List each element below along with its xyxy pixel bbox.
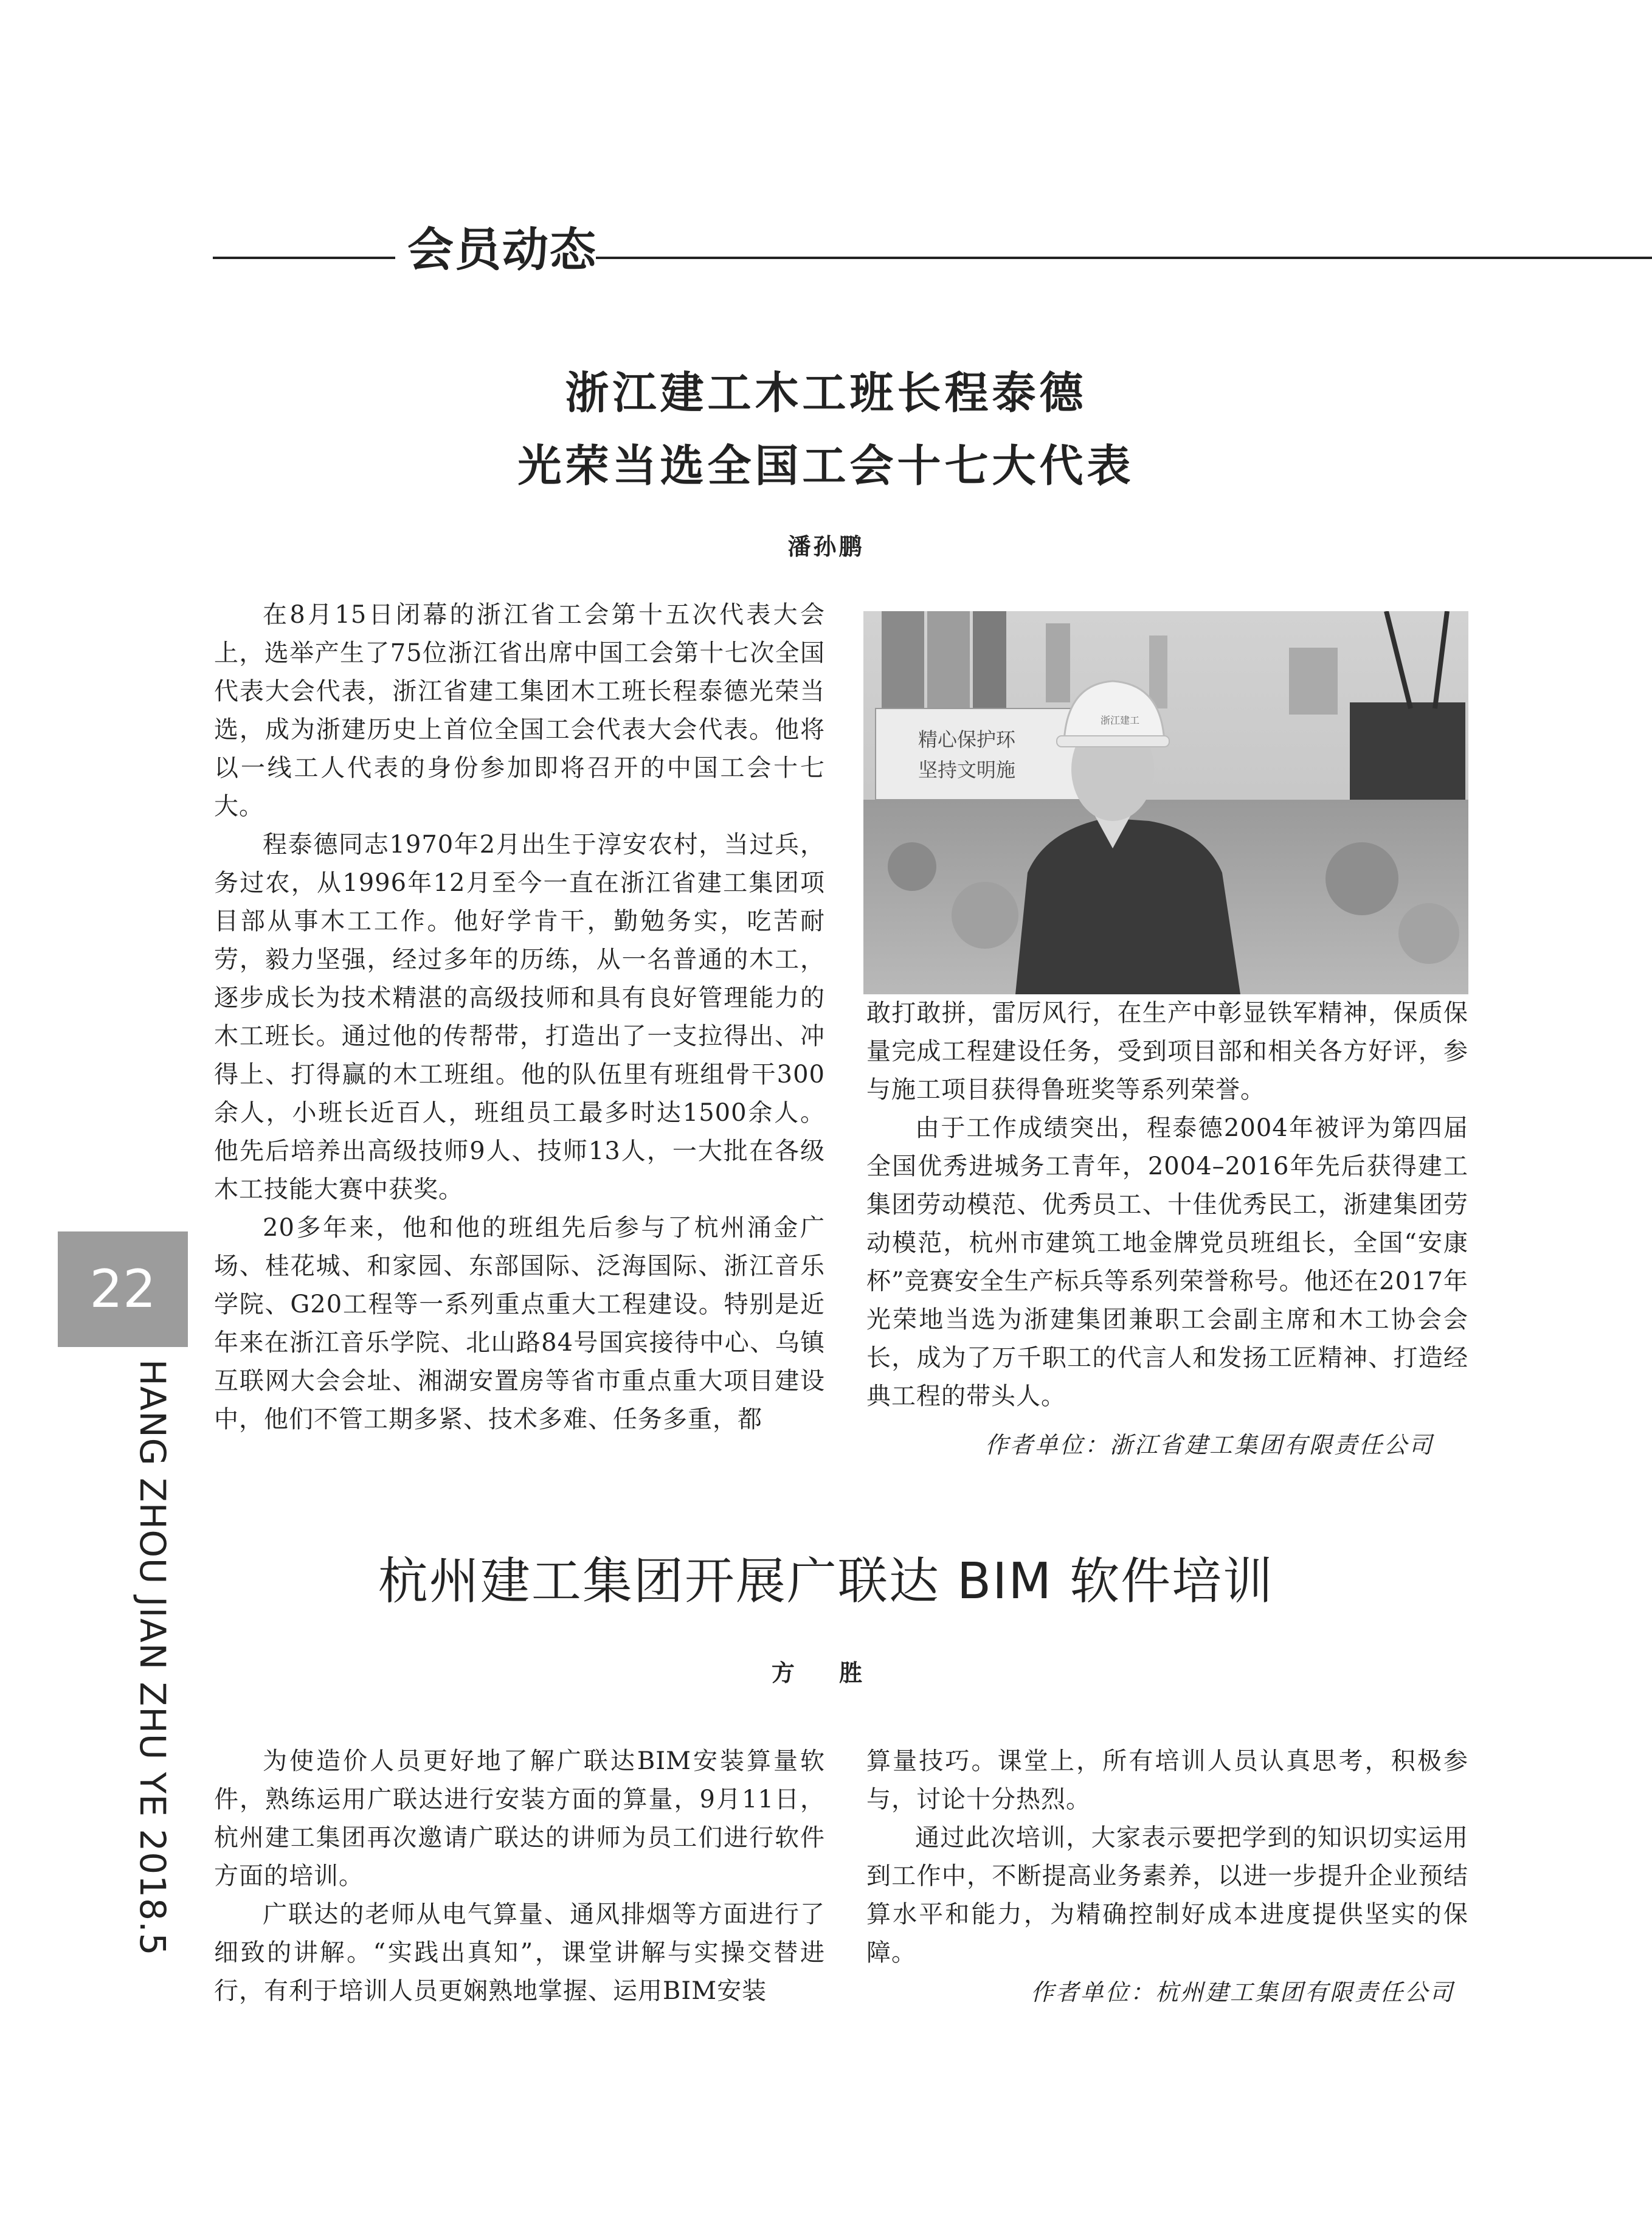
article1-paragraph: 在8月15日闭幕的浙江省工会第十五次代表大会上，选举产生了75位浙江省出席中国工会第十七次全国代表大会代表，浙江省建工集团木工班长程泰德光荣当选，成为浙建历史上首位全国工会代表大会代表。他将以一线工人代表的身份参加即将召开的中国工会十七大。 bbox=[214, 601, 825, 820]
article1-title-line2: 光荣当选全国工会十七大代表 bbox=[517, 440, 1135, 491]
article2-paragraph: 算量技巧。课堂上，所有培训人员认真思考，积极参与，讨论十分热烈。 bbox=[866, 1747, 1468, 1813]
header-rule-left bbox=[213, 257, 395, 259]
article2-paragraph: 通过此次培训，大家表示要把学到的知识切实运用到工作中，不断提高业务素养，以进一步提升企业预结算水平和能力，为精确控制好成本进度提供坚实的保障。 bbox=[866, 1824, 1468, 1967]
article1-right-column bbox=[866, 994, 1468, 1416]
article1-title-line1: 浙江建工木工班长程泰德 bbox=[565, 367, 1087, 418]
article1-byline: 作者单位：浙江省建工集团有限责任公司 bbox=[985, 1432, 1434, 1458]
article1-left-column bbox=[214, 596, 825, 1439]
page-number: 22 bbox=[89, 1259, 156, 1320]
article1-paragraph: 由于工作成绩突出，程泰德2004年被评为第四届全国优秀进城务工青年，2004–2016年先后获得建工集团劳动模范、优秀员工、十佳优秀民工，浙建集团劳动模范，杭州市建筑工地金牌党员班组长，全国“安康杯”竞赛安全生产标兵等系列荣誉称号。他还在2017年光荣地当选为浙建集团兼职工会副主席和木工协会会长，成为了万千职工的代言人和发扬工匠精神、打造经典工程的带头人。 bbox=[866, 1114, 1468, 1410]
sign-text-1: 精心保护环 bbox=[918, 728, 1016, 751]
article2-paragraph: 广联达的老师从电气算量、通风排烟等方面进行了细致的讲解。“实践出真知”，课堂讲解与实操交替进行，有利于培训人员更娴熟地掌握、运用BIM安装 bbox=[214, 1900, 825, 2005]
header-rule-right bbox=[596, 257, 1652, 259]
article2-byline: 作者单位：杭州建工集团有限责任公司 bbox=[1031, 1979, 1455, 2006]
article1-paragraph: 20多年来，他和他的班组先后参与了杭州涌金广场、桂花城、和家园、东部国际、泛海国际、浙江音乐学院、G20工程等一系列重点重大工程建设。特别是近年来在浙江音乐学院、北山路84号国宾接待中心、乌镇互联网大会会址、湘湖安置房等省市重点重大项目建设中，他们不管工期多紧、技术多难、任务多重，都 bbox=[214, 1214, 825, 1433]
section-label: 会员动态 bbox=[407, 223, 597, 277]
article1-paragraph: 程泰德同志1970年2月出生于淳安农村，当过兵，务过农，从1996年12月至今一直在浙江省建工集团项目部从事木工工作。他好学肯干，勤勉务实，吃苦耐劳，毅力坚强，经过多年的历练，从一名普通的木工，逐步成长为技术精湛的高级技师和具有良好管理能力的木工班长。通过他的传帮带，打造出了一支拉得出、冲得上、打得赢的木工班组。他的队伍里有班组骨干300余人，小班长近百人，班组员工最多时达1500余人。他先后培养出高级技师9人、技师13人，一大批在各级木工技能大赛中获奖。 bbox=[214, 831, 825, 1204]
section-header bbox=[213, 201, 1453, 277]
helmet-logo-text: 浙江建工 bbox=[1101, 715, 1140, 726]
sign-text-2: 坚持文明施 bbox=[918, 758, 1016, 781]
worker-photo bbox=[863, 611, 1468, 994]
article2-right-column bbox=[866, 1742, 1468, 1972]
article2-paragraph: 为使造价人员更好地了解广联达BIM安装算量软件，熟练运用广联达进行安装方面的算量，9月11日，杭州建工集团再次邀请广联达的讲师为员工们进行软件方面的培训。 bbox=[214, 1747, 825, 1890]
article2-title: 杭州建工集团开展广联达 BIM 软件培训 bbox=[378, 1553, 1274, 1610]
page-number-box bbox=[58, 1231, 188, 1347]
article2-left-column bbox=[214, 1742, 825, 2011]
running-head-container bbox=[125, 1359, 185, 1956]
article1-author: 潘孙鹏 bbox=[787, 533, 865, 560]
article2-author: 方 胜 bbox=[771, 1660, 881, 1686]
article1-paragraph: 敢打敢拼，雷厉风行，在生产中彰显铁军精神，保质保量完成工程建设任务，受到项目部和相关各方好评，参与施工项目获得鲁班奖等系列荣誉。 bbox=[866, 999, 1468, 1104]
running-head: HANG ZHOU JIAN ZHU YE 2018.5 bbox=[132, 1359, 173, 1956]
